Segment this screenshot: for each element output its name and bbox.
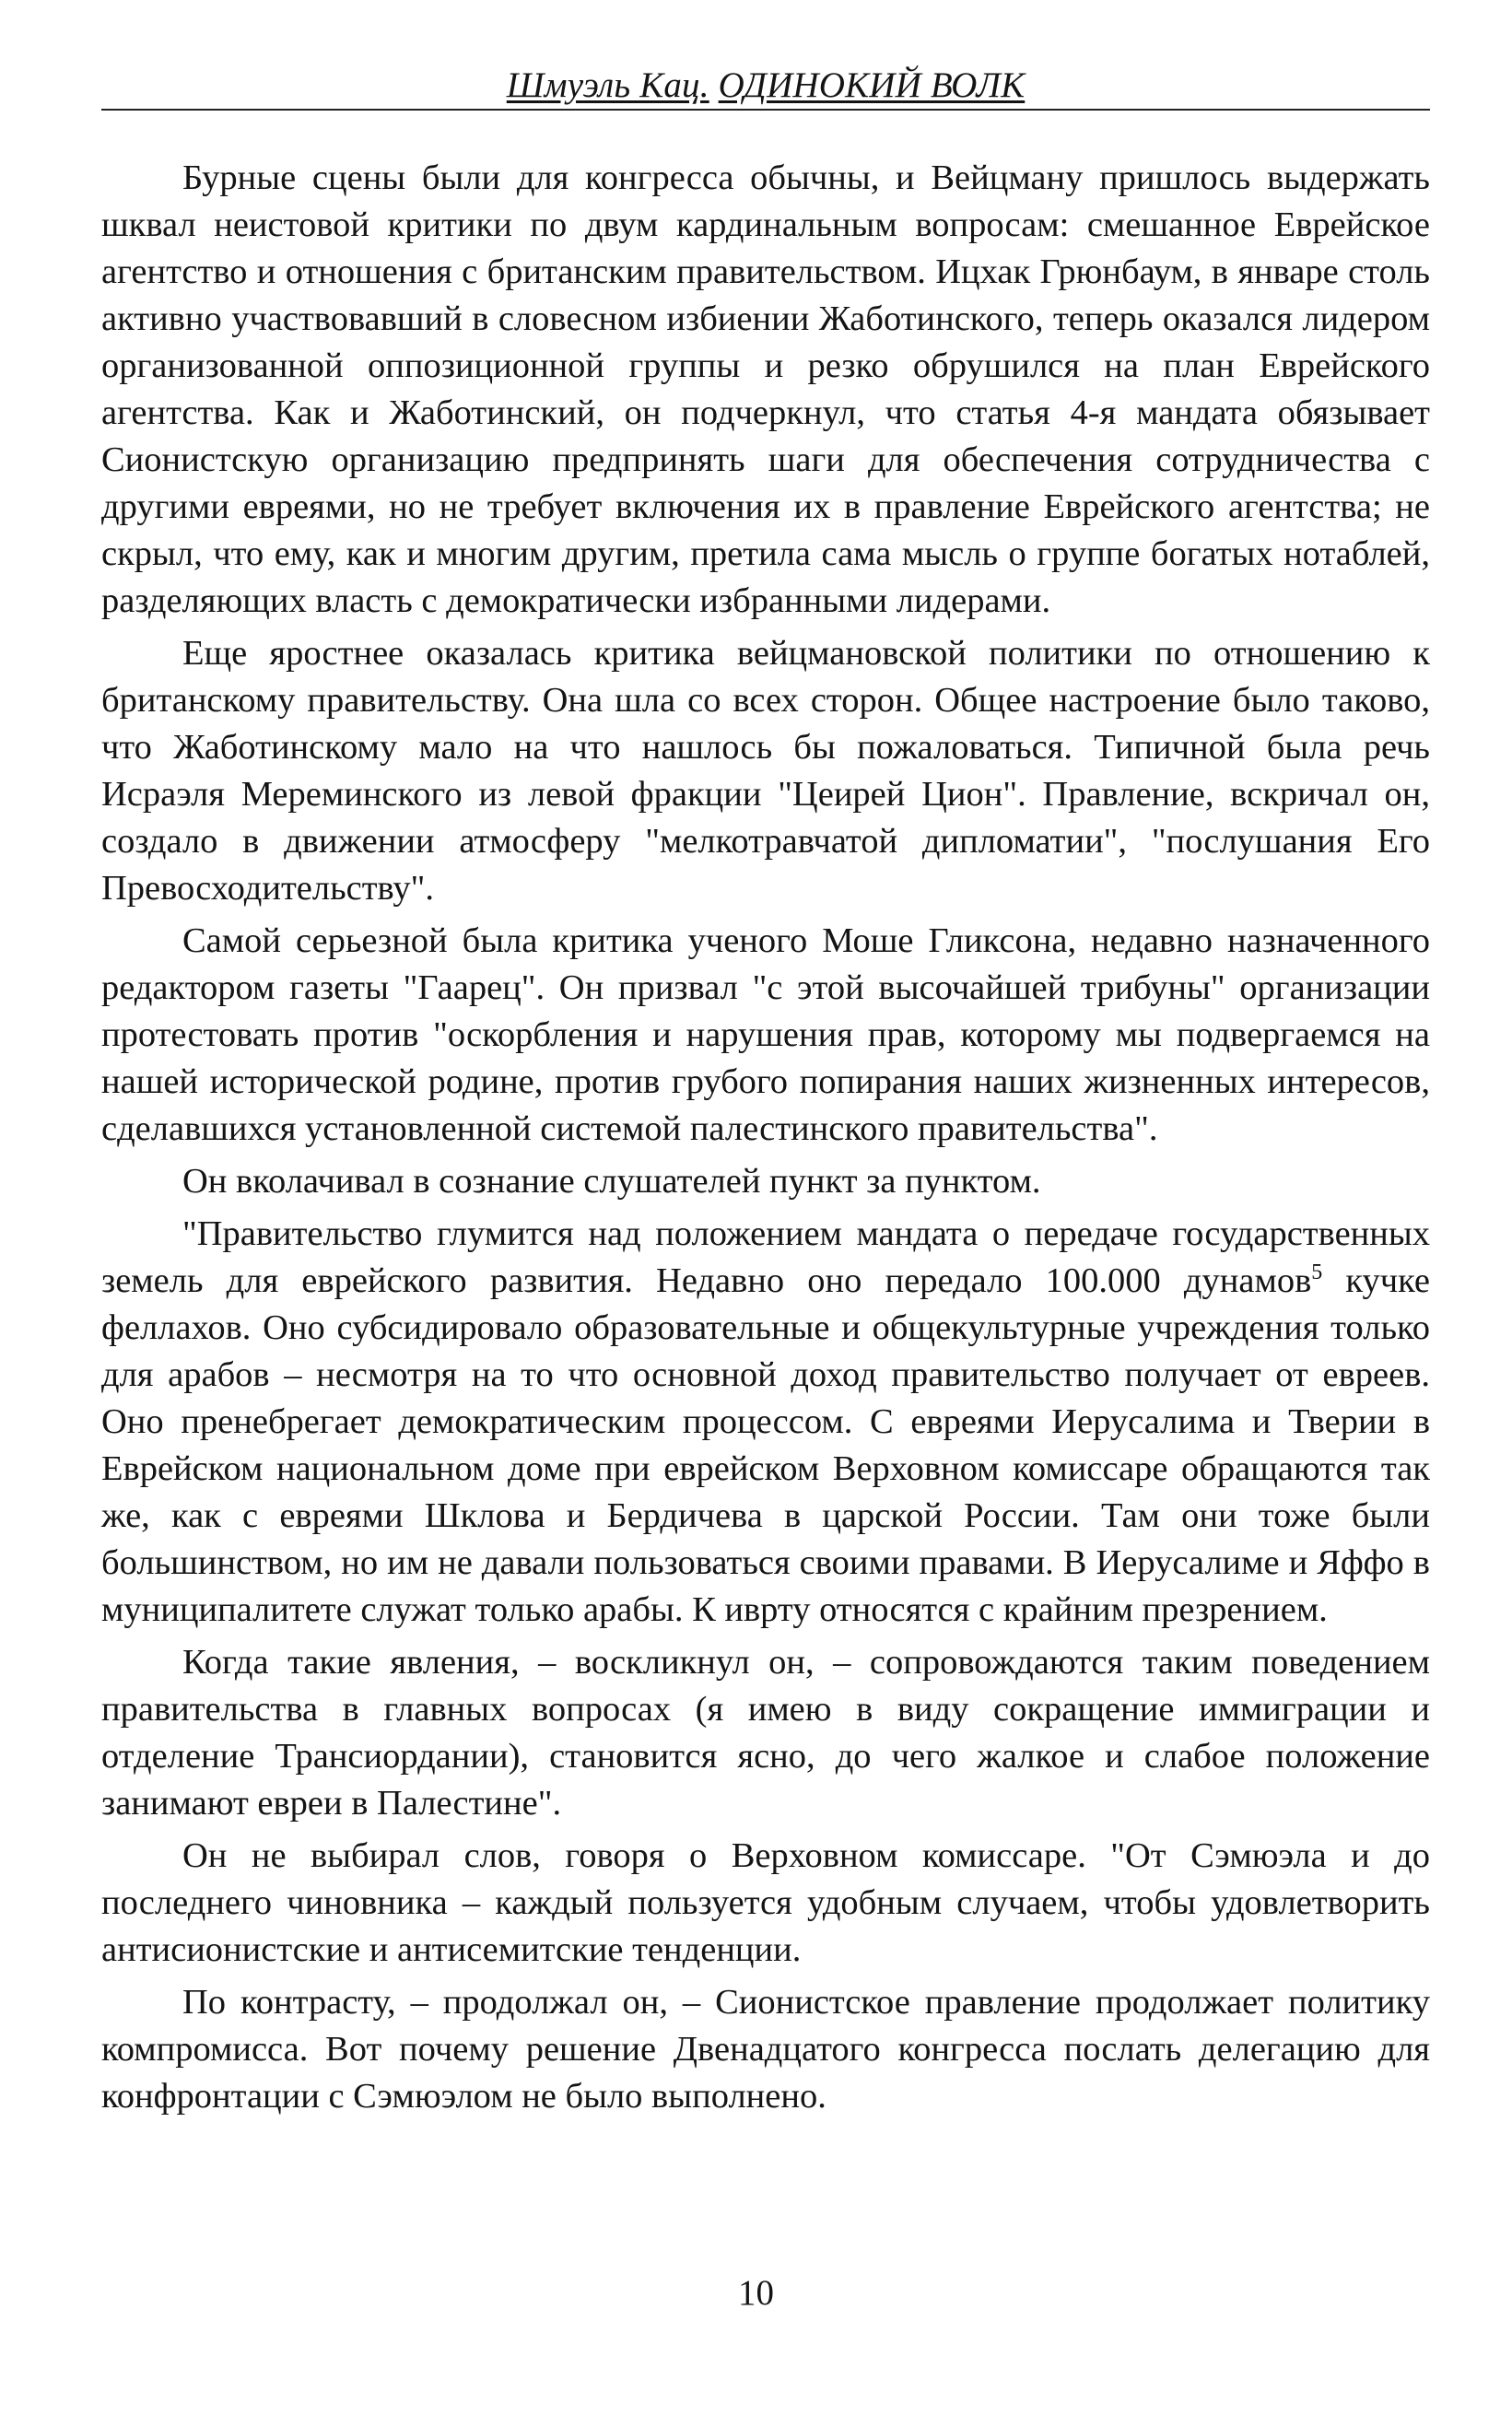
paragraph-with-footnote [101, 1211, 1430, 1634]
body-text [101, 155, 1430, 2120]
paragraph: Он не выбирал слов, говоря о Верховном комиссаре. "От Сэмюэла и до последнего чиновника – каждый пользуется удобным случаем, чтобы удовлетворить антисионистские и антисемитские тенденции. [101, 1836, 1430, 1969]
paragraph-text-before-footnote: "Правительство глумится над положением мандата о передаче государственных земель для еврейского развития. Недавно оно передало 100.000 дунамов [101, 1214, 1430, 1300]
header-book-title: ОДИНОКИЙ ВОЛК [718, 65, 1026, 105]
page-number: 10 [738, 2273, 774, 2313]
paragraph-text-after-footnote: кучке феллахов. Оно субсидировало образовательные и общекультурные учреждения только для арабов – несмотря на то что основной доход правительство получает от евреев. Оно пренебрегает демократическим процессом. С евреями Иерусалима и Тверии в Еврейском национальном доме при еврейском Верховном комиссаре обращаются так же, как с евреями Шклова и Бердичева в царской России. Там они тоже были большинством, но им не давали пользоваться своими правами. В Иерусалиме и Яффо в муниципалитете служат только арабы. К иврту относятся с крайним презрением. [101, 1261, 1430, 1629]
footnote-marker[interactable]: 5 [1311, 1260, 1323, 1285]
running-header [101, 64, 1430, 107]
paragraph: Самой серьезной была критика ученого Моше Гликсона, недавно назначенного редактором газеты "Гаарец". Он призвал "с этой высочайшей трибуны" организации протестовать против "оскорбления и нарушения прав, которому мы подвергаемся на нашей исторической родине, против грубого попирания наших жизненных интересов, сделавшихся установленной системой палестинского правительства". [101, 921, 1430, 1148]
book-page [101, 64, 1430, 2126]
paragraph: Еще яростнее оказалась критика вейцмановской политики по отношению к британскому правительству. Она шла со всех сторон. Общее настроение было таково, что Жаботинскому мало на что нашлось бы пожаловаться. Типичной была речь Исраэля Мереминского из левой фракции "Цеирей Цион". Правление, вскричал он, создало в движении атмосферу "мелкотравчатой дипломатии", "послушания Его Превосходительству". [101, 634, 1430, 908]
paragraph: По контрасту, – продолжал он, – Сионистское правление продолжает политику компромисса. Вот почему решение Двенадцатого конгресса послать делегацию для конфронтации с Сэмюэлом не было выполнено. [101, 1983, 1430, 2116]
header-author: Шмуэль Кац. [506, 65, 709, 105]
paragraph: Он вколачивал в сознание слушателей пункт за пунктом. [182, 1162, 1041, 1201]
paragraph: Бурные сцены были для конгресса обычны, и Вейцману пришлось выдержать шквал неистовой критики по двум кардинальным вопросам: смешанное Еврейское агентство и отношения с британским правительством. Ицхак Грюнбаум, в январе столь активно участвовавший в словесном избиении Жаботинского, теперь оказался лидером организованной оппозиционной группы и резко обрушился на план Еврейского агентства. Как и Жаботинский, он подчеркнул, что статья 4-я мандата обязывает Сионистскую организацию предпринять шаги для обеспечения сотрудничества с другими евреями, но не требует включения их в правление Еврейского агентства; не скрыл, что ему, как и многим другим, претила сама мысль о группе богатых нотаблей, разделяющих власть с демократически избранными лидерами. [101, 158, 1430, 620]
header-rule [101, 109, 1430, 111]
paragraph: Когда такие явления, – воскликнул он, – сопровождаются таким поведением правительства в главных вопросах (я имею в виду сокращение иммиграции и отделение Трансиордании), становится ясно, до чего жалкое и слабое положение занимают евреи в Палестине". [101, 1643, 1430, 1823]
